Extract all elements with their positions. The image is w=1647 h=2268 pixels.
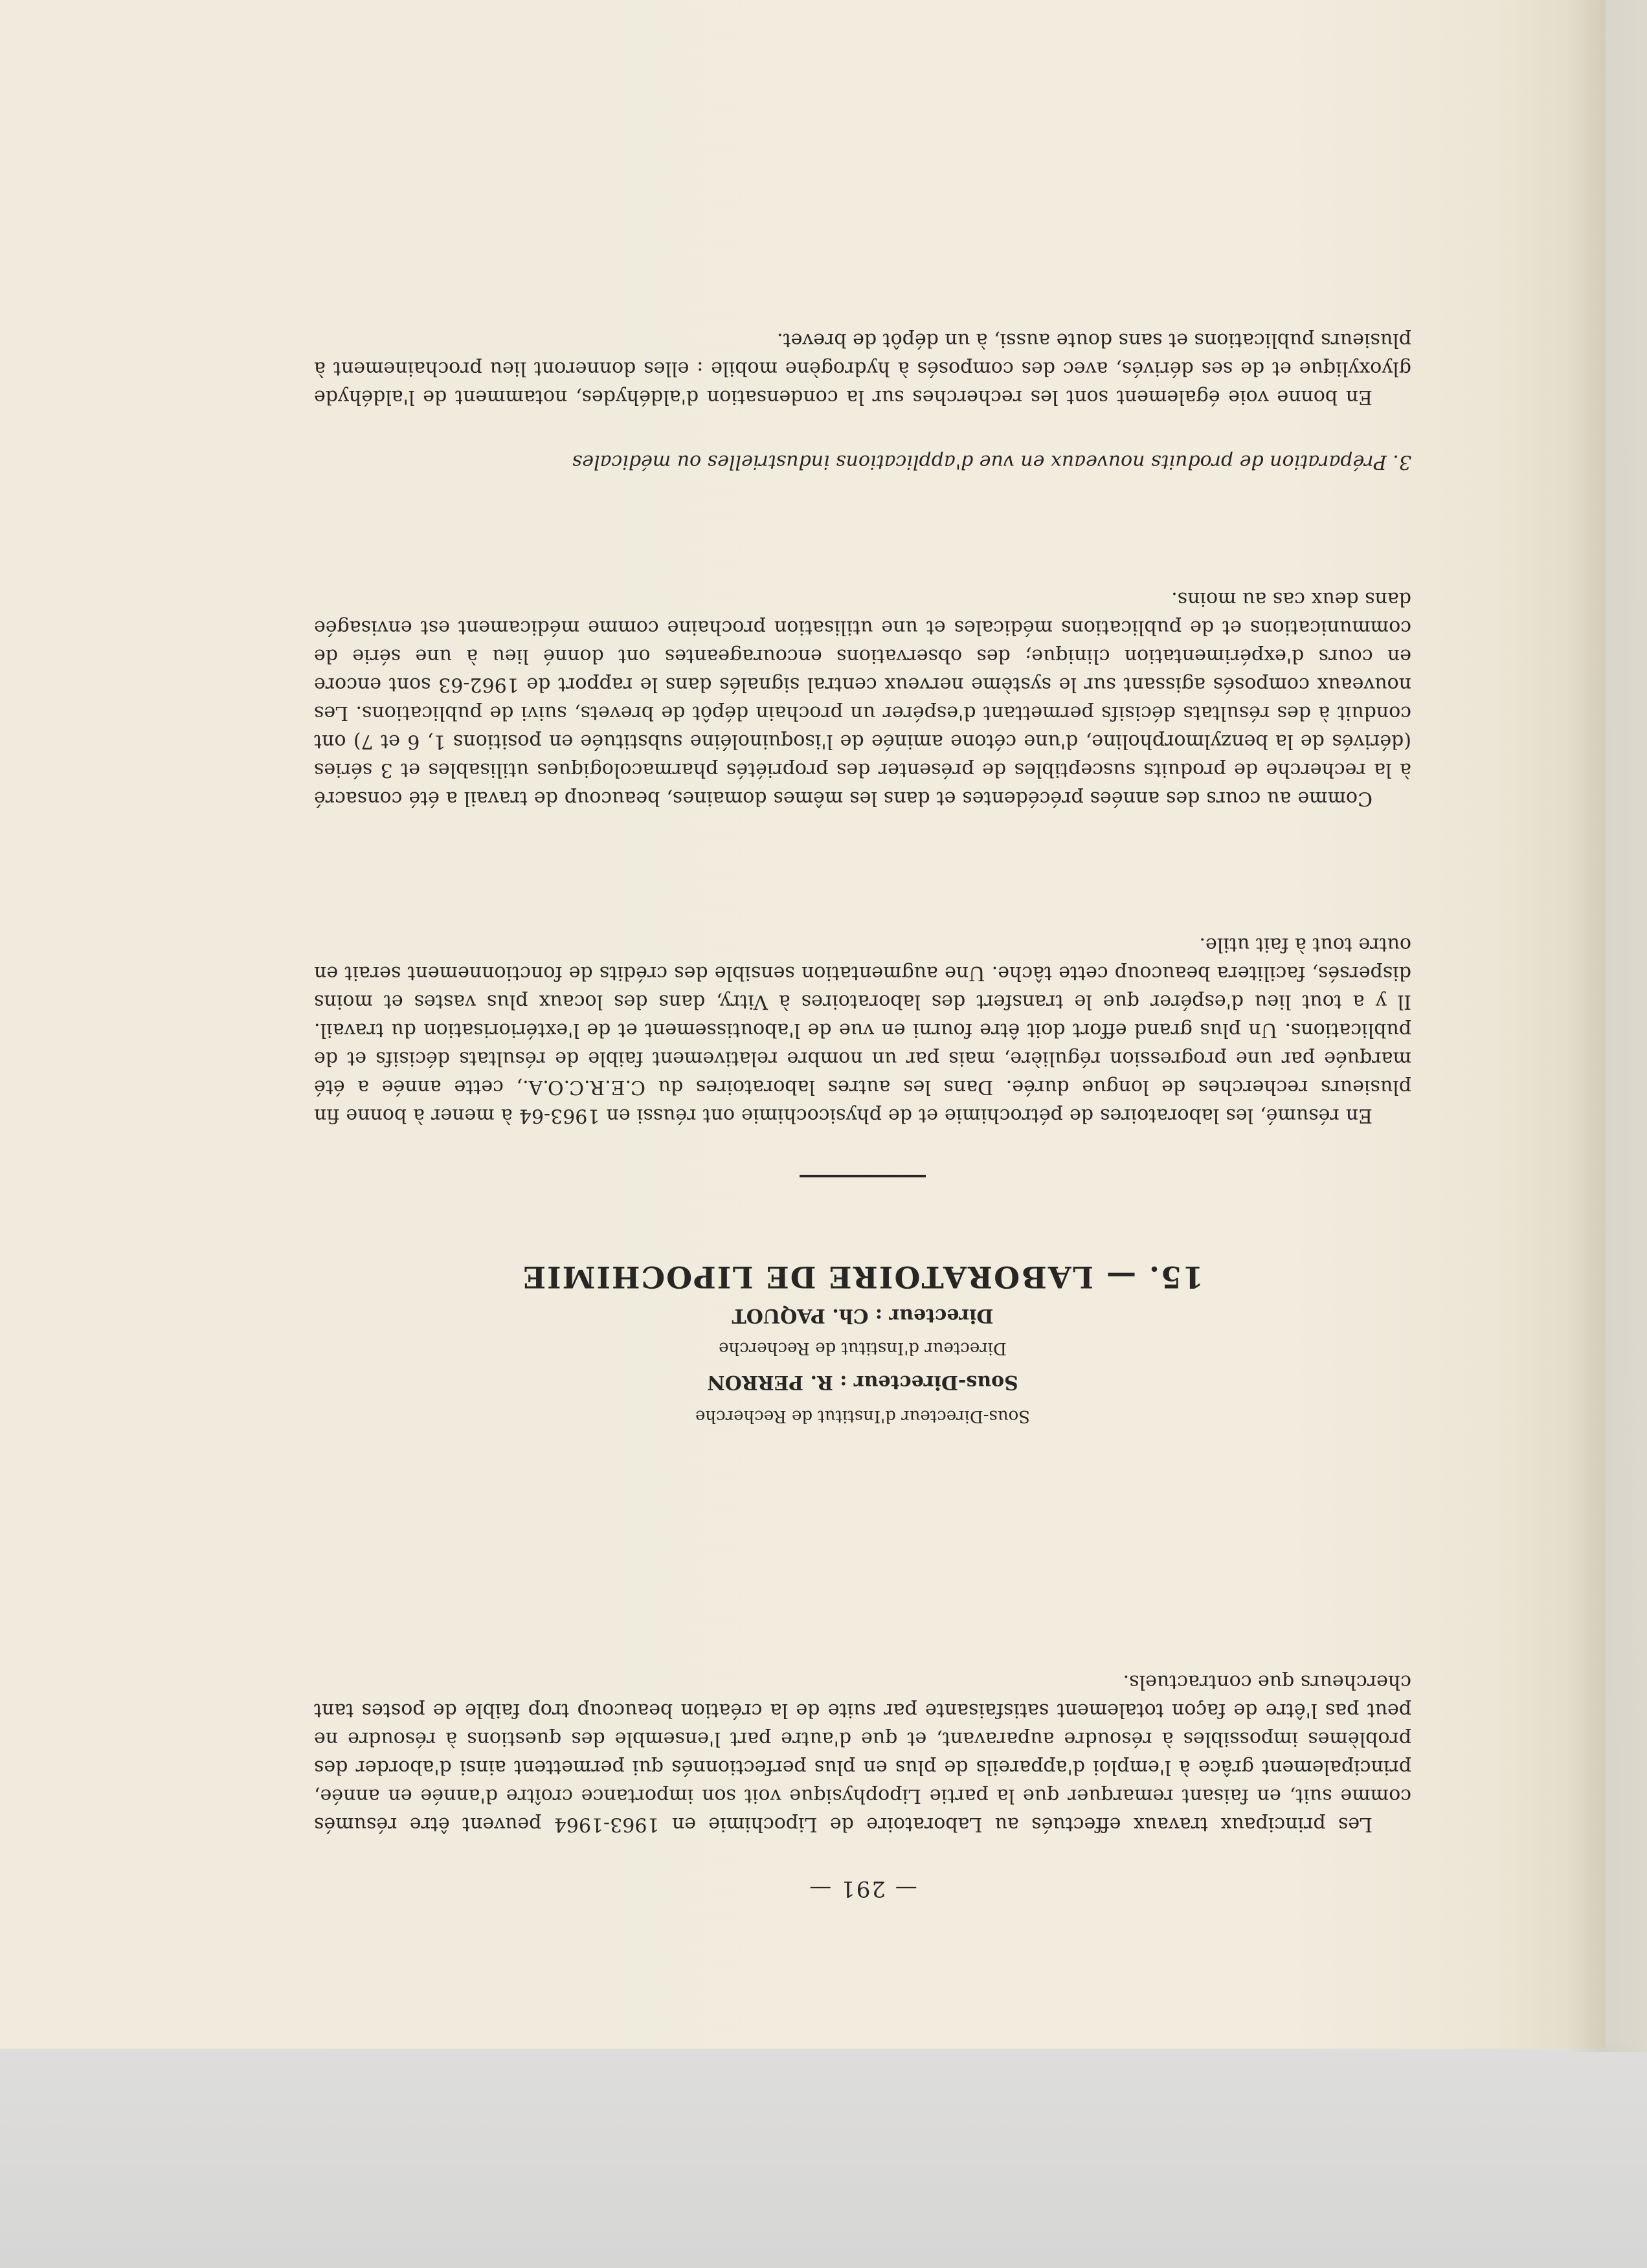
condensation-paragraph: En bonne voie également sont les recherches sur la condensation d'aldéhydes, notamment de l'aldéhyde glyoxylique et de ses dérivés, avec des composés à hydrogène mobile : elles donneront lieu prochainement à plusieurs publications et sans doute aussi, à un dépôt de brevet. xyxy=(314,329,1411,408)
lab-heading: 15. — LABORATOIRE DE LIPOCHIMIE xyxy=(522,1260,1204,1295)
page-number: — 291 — xyxy=(808,1876,917,1902)
intro-paragraph: Les principaux travaux effectués au Laboratoire de Lipochimie en 1963-1964 peuvent être résumés comme suit, en faisant remarquer que la partie Lipophysique voit son importance croître d'année en année, principalement grâce à l'emploi d'appareils de plus en plus perfectionnés qui permettent ainsi d'aborder des problèmes impossibles à résoudre auparavant, et que d'autre part l'ensemble des questions à résoudre ne peut pas l'être de façon totalement satisfaisante par suite de la création beaucoup trop faible de postes tant chercheurs que contractuels. xyxy=(314,1671,1411,1836)
director-title: Directeur d'Institut de Recherche xyxy=(719,1339,1007,1358)
pharma-paragraph: Comme au cours des années précédentes et dans les mêmes domaines, beaucoup de travail a été consacré à la recherche de produits susceptibles de présenter des propriétés pharmacologiques utilisables et 3 séries (dérivés de la benzylmorpholine, d'une cétone aminée de l'isoquinoléine substituée en positions 1, 6 et 7) ont conduit à des résultats décisifs permettant d'espérer un prochain dépôt de brevets, suivi de publications. Les nouveaux composés agissant sur le système nerveux central signalés dans le rapport de 1962-63 sont encore en cours d'expérimentation clinique; des observations encourageantes ont donné lieu à une série de communications et de publications médicales et une utilisation prochaine comme médicament est envisagée dans deux cas au moins. xyxy=(314,588,1411,810)
separator-rule xyxy=(800,1175,926,1177)
section-title: 3. Préparation de produits nouveaux en vue d'applications industrielles ou médicales xyxy=(572,450,1411,473)
subdirector-title: Sous-Directeur d'Institut de Recherche xyxy=(695,1406,1031,1426)
book-spine-shadow xyxy=(1567,0,1647,2052)
upside-down-page-content xyxy=(314,220,1411,1903)
subdirector-name: Sous-Directeur : R. PERRON xyxy=(707,1371,1018,1394)
summary-paragraph: En résumé, les laboratoires de pétrochimie et de physicochimie ont réussi en 1963-64 à mener à bonne fin plusieurs recherches de longue durée. Dans les autres laboratoires du C.E.R.C.O.A., cette année a été marquée par une progression régulière, mais par un nombre relativement faible de résultats décisifs et de publications. Un plus grand effort doit être fourni en vue de l'aboutissement et de l'extériorisation du travail. Il y a tout lieu d'espérer que le transfert des laboratoires à Vitry, dans des locaux plus vastes et moins dispersés, facilitera beaucoup cette tâche. Une augmentation sensible des crédits de fonctionnement serait en outre tout à fait utile. xyxy=(314,933,1411,1127)
director-name: Directeur : Ch. PAQUOT xyxy=(732,1304,994,1327)
